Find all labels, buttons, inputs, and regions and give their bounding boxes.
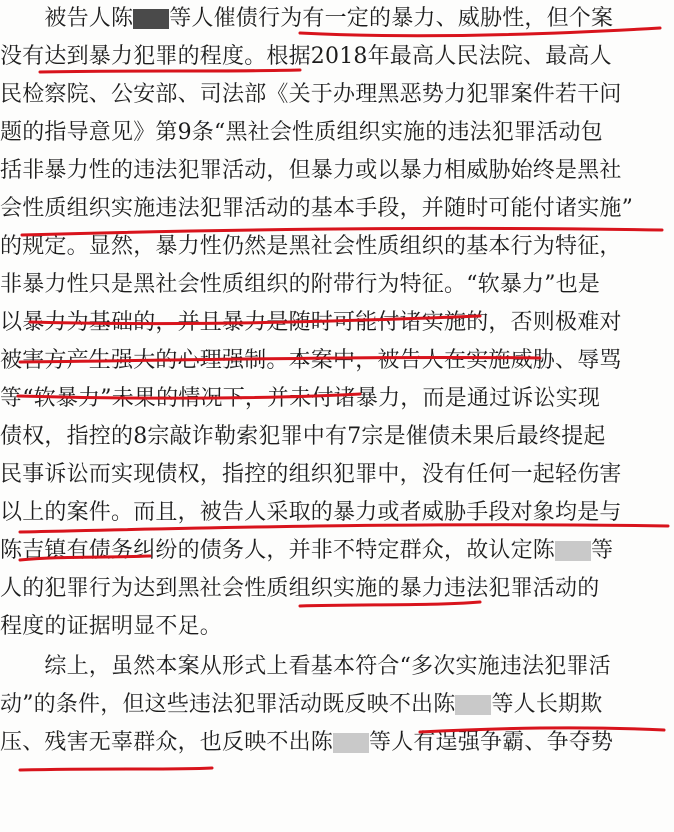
doc-line: [0, 114, 603, 152]
doc-line: [0, 724, 613, 762]
underline-stroke: [20, 768, 212, 770]
doc-line: [0, 0, 613, 38]
line-text: 动”的条件，但这些违法犯罪活动既反映不出陈: [0, 692, 456, 717]
line-text: 等人有逞强争霸、争夺势: [369, 730, 614, 755]
doc-line: [0, 380, 600, 418]
line-text: 民事诉讼而实现债权，指控的组织犯罪中，没有任何一起轻伤害: [0, 462, 622, 487]
line-text: 人的犯罪行为达到黑社会性质组织实施的暴力违法犯罪活动的: [0, 576, 600, 601]
doc-line: [0, 38, 612, 76]
line-text: 压、残害无辜群众，也反映不出陈: [0, 730, 334, 755]
doc-line: [0, 570, 599, 608]
doc-line: [0, 686, 602, 724]
line-text: 括非暴力性的违法犯罪活动，但暴力或以暴力相威胁始终是黑社: [0, 158, 622, 183]
line-text: 被害方产生强大的心理强制。本案中，被告人在实施威胁、辱骂: [0, 348, 622, 373]
line-text: 等“软暴力”未果的情况下，并未付诸暴力，而是通过诉讼实现: [0, 386, 601, 411]
doc-line: [0, 190, 633, 228]
doc-line: [0, 418, 606, 456]
line-text: 等: [591, 538, 614, 563]
line-text: 以上的案件。而且，被告人采取的暴力或者威胁手段对象均是与: [0, 500, 622, 525]
line-text: 债权，指控的8宗敲诈勒索犯罪中有7宗是催债未果后最终提起: [0, 424, 606, 449]
line-text: 综上，虽然本案从形式上看基本符合“多次实施违法犯罪活: [0, 654, 611, 679]
line-text: 被告人陈: [0, 6, 134, 31]
line-text: 题的指导意见》第9条“黑社会性质组织实施的违法犯罪活动包: [0, 120, 603, 145]
redaction-mark: [555, 541, 591, 561]
doc-line: [0, 456, 622, 494]
doc-line: [0, 342, 622, 380]
line-text: 非暴力性只是黑社会性质组织的附带行为特征。“软暴力”也是: [0, 272, 601, 297]
doc-line: [0, 228, 622, 266]
line-text: 等人催债行为有一定的暴力、威胁性，但个案: [169, 6, 614, 31]
doc-line: [0, 532, 613, 570]
redaction-mark: [133, 9, 169, 29]
redaction-mark: [333, 733, 369, 753]
line-text: 以暴力为基础的，并且暴力是随时可能付诸实施的，否则极难对: [0, 310, 622, 335]
line-text: 陈吉镇有债务纠纷的债务人，并非不特定群众，故认定陈: [0, 538, 556, 563]
line-text: 没有达到暴力犯罪的程度。根据2018年最高人民法院、最高人: [0, 44, 612, 69]
doc-line: [0, 648, 611, 686]
doc-line: [0, 76, 622, 114]
doc-line: [0, 608, 222, 646]
line-text: 的规定。显然，暴力性仍然是黑社会性质组织的基本行为特征，: [0, 234, 622, 259]
line-text: 会性质组织实施违法犯罪活动的基本手段，并随时可能付诸实施”: [0, 196, 634, 221]
line-text: 民检察院、公安部、司法部《关于办理黑恶势力犯罪案件若干问: [0, 82, 622, 107]
redaction-mark: [455, 695, 491, 715]
line-text: 等人长期欺: [491, 692, 603, 717]
doc-line: [0, 494, 622, 532]
doc-line: [0, 304, 622, 342]
doc-line: [0, 266, 600, 304]
line-text: 程度的证据明显不足。: [0, 614, 223, 639]
doc-line: [0, 152, 622, 190]
